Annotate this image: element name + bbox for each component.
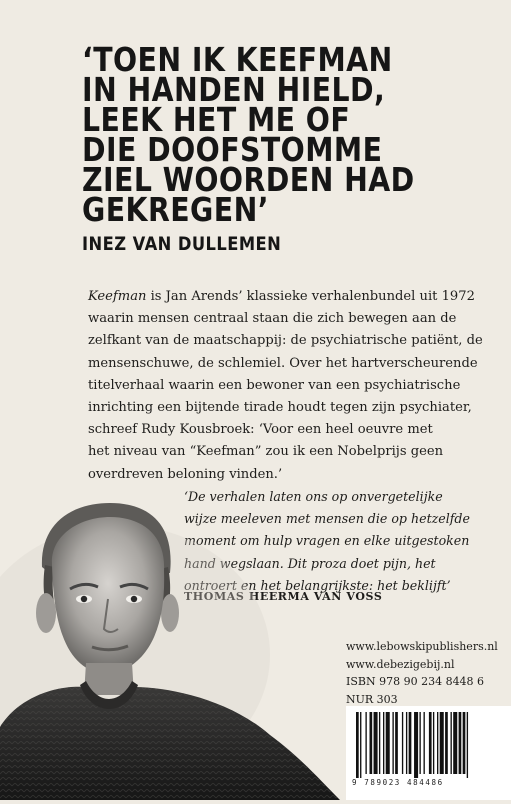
- barcode-bar: [414, 712, 418, 778]
- barcode-bar: [392, 712, 393, 774]
- review-quote-line: wijze meeleven met mensen die op hetzelfde: [184, 511, 470, 527]
- publisher-info: [346, 638, 498, 708]
- headline-line: GEKREGEN’: [82, 190, 269, 229]
- blurb-line: mensenschuwe, de schlemiel. Over het hartverscheurende: [88, 355, 478, 371]
- blurb-line: waarin mensen centraal staan die zich bewegen aan de: [88, 311, 457, 327]
- barcode-digits: 9 789023 484486: [352, 778, 444, 787]
- barcode-bar: [429, 712, 432, 774]
- nur-code: NUR 303: [346, 692, 398, 706]
- blurb-line: overdreven beloning vinden.’: [88, 466, 283, 482]
- blurb-line: inrichting een bijtende tirade houdt tegen zijn psychiater,: [88, 400, 472, 416]
- isbn-number: ISBN 978 90 234 8448 6: [346, 675, 485, 688]
- barcode-bar: [356, 712, 359, 778]
- blurb-line: titelverhaal waarin een bewoner van een psychiatrische: [88, 377, 461, 393]
- headline-line: LEEK HET ME OF: [82, 100, 351, 139]
- headline-quote: [82, 40, 502, 229]
- review-quote-author: THOMAS HEERMA VAN VOSS: [184, 590, 383, 603]
- barcode-bar: [453, 712, 457, 774]
- barcode-bar: [451, 712, 452, 774]
- barcode-bar: [445, 712, 448, 774]
- headline-line: DIE DOOFSTOMME: [82, 130, 383, 169]
- barcode-bar: [459, 712, 462, 774]
- blurb-line: het niveau van “Keefman” zou ik een Nobelprijs geen: [88, 444, 444, 460]
- barcode-bar: [463, 712, 466, 774]
- barcode-bar: [409, 712, 412, 774]
- headline-quote-author: INEZ VAN DULLEMEN: [82, 233, 282, 255]
- barcode-bar: [402, 712, 403, 774]
- barcode-bar: [437, 712, 438, 774]
- publisher-website[interactable]: www.debezigebij.nl: [346, 657, 455, 671]
- headline-line: ZIEL WOORDEN HAD: [82, 160, 415, 199]
- blurb-line: zelfkant van de maatschappij: de psychiatrische patiënt, de: [88, 333, 483, 349]
- barcode-bar: [424, 712, 425, 774]
- barcode-bar: [360, 712, 361, 778]
- headline-line: IN HANDEN HIELD,: [82, 70, 386, 109]
- headline-line: ‘TOEN IK KEEFMAN: [82, 40, 393, 79]
- review-quote-line: ‘De verhalen laten ons op onvergetelijke: [184, 489, 443, 504]
- blurb-paragraph: [88, 286, 488, 486]
- barcode-bar: [433, 712, 434, 774]
- review-quote-line: hand wegslaan. Dit proza doet pijn, het: [184, 555, 436, 571]
- book-title: Keefman: [88, 289, 147, 304]
- barcode-bar: [440, 712, 444, 774]
- publisher-website[interactable]: www.lebowskipublishers.nl: [346, 640, 498, 653]
- barcode-bar: [365, 712, 366, 774]
- blurb-line: schreef Rudy Kousbroek: ‘Voor een heel oeuvre met: [88, 422, 433, 438]
- blurb-line: [88, 286, 488, 308]
- blurb-line-text: is Jan Arends’ klassieke verhalenbundel uit 1972: [146, 289, 475, 304]
- review-quote-line: moment om hulp vragen en elke uitgestoken: [184, 533, 470, 549]
- barcode-bar: [406, 712, 407, 774]
- barcode-bar: [379, 712, 380, 774]
- barcode-bar: [395, 712, 398, 774]
- barcode-bar: [467, 712, 468, 778]
- barcode-bar: [374, 712, 378, 774]
- barcode-bar: [386, 712, 390, 774]
- barcode-bar: [370, 712, 373, 774]
- review-quote-line: ontroert en het belangrijkste: het beklijft’: [184, 577, 451, 593]
- author-photo: [0, 495, 340, 800]
- barcode-bar: [383, 712, 384, 774]
- barcode-bar: [419, 712, 420, 774]
